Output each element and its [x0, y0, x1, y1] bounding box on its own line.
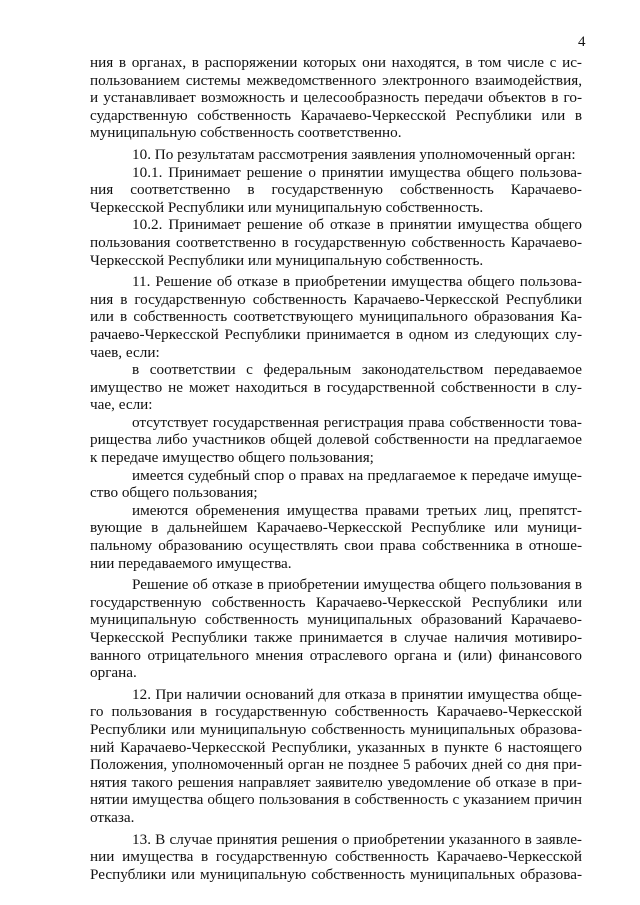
- text-line: ванного отрицательного мнения отраслевого органа и (или) финансового: [90, 646, 582, 664]
- text-line: сударственную собственность Карачаево-Черкесской Республики или в: [90, 106, 582, 124]
- text-line: пользования соответственно в государственную собственность Карачаево-: [90, 233, 582, 251]
- text-line: Республики или муниципальную собственность муниципальных образова-: [90, 720, 582, 738]
- text-line: Черкесской Республики также принимается в случае наличия мотивиро-: [90, 629, 582, 646]
- text-line: Черкесской Республики или муниципальную собственность.: [90, 251, 484, 269]
- text-line: ния соответственно в государственную собственность Карачаево-: [90, 181, 582, 199]
- text-line: в соответствии с федеральным законодательством передаваемое: [132, 361, 582, 379]
- text-line: нятия такого решения направляет заявителю уведомление об отказе в при-: [90, 773, 582, 791]
- text-line: Республики или муниципальную собственность муниципальных образова-: [90, 865, 582, 883]
- text-line: муниципальную собственность муниципальных образований Карачаево-: [90, 611, 582, 629]
- text-line: имеются обременения имущества правами третьих лиц, препятст-: [132, 501, 582, 519]
- text-line: Черкесской Республики или муниципальную собственность.: [90, 198, 484, 216]
- text-line: рачаево-Черкесской Республики принимается в одном из следующих слу-: [90, 325, 582, 343]
- text-line: вующие в дальнейшем Карачаево-Черкесской Республике или муници-: [90, 519, 582, 537]
- text-line: чаев, если:: [90, 343, 160, 361]
- text-line: ния в государственную собственность Карачаево-Черкесской Республики: [90, 290, 582, 308]
- text-line: 13. В случае принятия решения о приобретении указанного в заявле-: [132, 830, 582, 848]
- text-line: Положения, уполномоченный орган не позднее 5 рабочих дней со дня при-: [90, 756, 582, 774]
- page-number: 4: [578, 34, 586, 50]
- text-line: отказа.: [90, 808, 135, 826]
- text-line: нии имущества в государственную собственность Карачаево-Черкесской: [90, 848, 582, 866]
- text-line: Решение об отказе в приобретении имущества общего пользования в: [132, 576, 582, 594]
- text-line: органа.: [90, 664, 137, 682]
- text-line: нятии имущества общего пользования в собственность с указанием причин: [90, 791, 582, 809]
- text-line: имущество не может находиться в государственной собственности в слу-: [90, 378, 582, 396]
- text-line: пользованием системы межведомственного электронного взаимодействия,: [90, 71, 582, 89]
- text-line: 11. Решение об отказе в приобретении имущества общего пользова-: [132, 273, 582, 291]
- text-line: имеется судебный спор о правах на предлагаемое к передаче имуще-: [132, 466, 582, 484]
- text-line: чае, если:: [90, 396, 153, 414]
- text-line: ний Карачаево-Черкесской Республики, указанных в пункте 6 настоящего: [90, 738, 582, 756]
- text-line: отсутствует государственная регистрация права собственности това-: [132, 413, 582, 431]
- text-line: муниципальную собственность соответственно.: [90, 124, 402, 142]
- text-line: 10. По результатам рассмотрения заявления уполномоченный орган:: [132, 145, 576, 163]
- text-line: рищества либо участников общей долевой собственности на предлагаемое: [90, 431, 582, 449]
- text-line: го пользования в государственную собственность Карачаево-Черкесской: [90, 703, 582, 721]
- text-line: государственную собственность Карачаево-Черкесской Республики или: [90, 593, 582, 611]
- text-line: ния в органах, в распоряжении которых они находятся, в том числе с ис-: [90, 54, 582, 71]
- text-line: ство общего пользования;: [90, 484, 258, 502]
- text-line: пальному образованию осуществлять свои права собственника в отноше-: [90, 537, 582, 555]
- text-line: к передаче имущество общего пользования;: [90, 449, 374, 467]
- text-line: или в собственность соответствующего муниципального образования Ка-: [90, 308, 582, 326]
- text-line: 10.2. Принимает решение об отказе в принятии имущества общего: [132, 216, 582, 234]
- text-line: 10.1. Принимает решение о принятии имущества общего пользова-: [132, 163, 582, 181]
- text-line: нии передаваемого имущества.: [90, 554, 292, 572]
- document-body: [90, 54, 582, 883]
- text-line: и устанавливает возможность и целесообразность передачи объектов в го-: [90, 89, 582, 107]
- text-line: 12. При наличии оснований для отказа в принятии имущества обще-: [132, 685, 582, 703]
